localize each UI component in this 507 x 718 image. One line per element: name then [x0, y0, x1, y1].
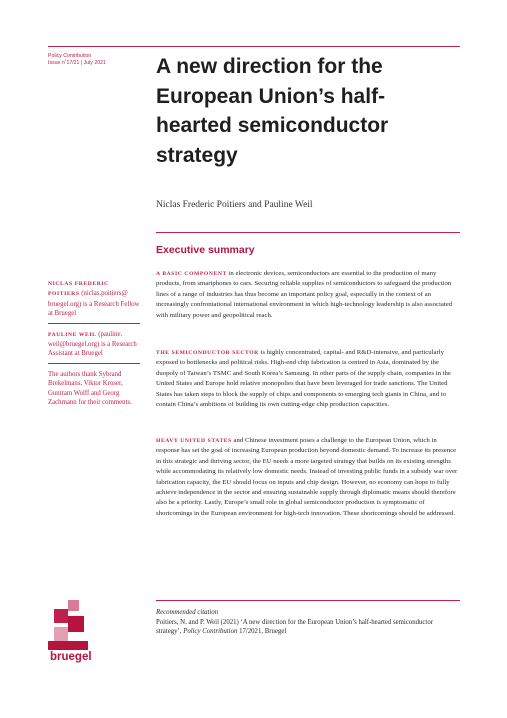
section-rule — [156, 232, 460, 233]
paragraph-text: in electronic devices, semiconductors are essential to the production of many products, from smartphones to cars. Securing reliable supplies of semiconductors to safeguard the production lines of a range of industries has thus become an important policy goal, especially in the context of an increasingly confrontational international environment in which high-technology leadership is also associated with military power and geopolitical reach. — [156, 270, 453, 319]
paragraph-lead: A BASIC COMPONENT — [156, 271, 227, 277]
citation-text — [156, 618, 458, 637]
citation-tail: 17/2021, Bruegel — [237, 628, 287, 636]
bruegel-logo-text: bruegel — [50, 651, 92, 663]
summary-paragraph — [156, 269, 458, 321]
paragraph-lead: THE SEMICONDUCTOR SECTOR — [156, 350, 259, 356]
sidebar-author-name: NICLAS FREDERIC POITIERS — [48, 281, 109, 298]
top-rule — [48, 46, 460, 47]
paragraph-text: and Chinese investment poses a challenge to the European Union, which in response has set the goal of increasing European production beyond domestic demand. To increase its presence in this strategic and thriving sector, the EU needs a more targeted strategy that builds on its existing strengths while accommodating its relatively low domestic needs. Instead of investing public funds in a subsidy war over fabrication capacity, the EU should focus on inputs and chip design. However, no economy can hope to fully achieve independence in the sector and ensuring sustainable supply through diplomatic means should therefore also be a priority. Lastly, Europe’s small role in global semiconductor production is symptomatic of shortcomings in the European environment for high-tech innovation. These shortcomings should be addressed. — [156, 437, 458, 517]
citation-series: Policy Contribution — [183, 628, 238, 636]
authors-line: Niclas Frederic Poitiers and Pauline Weil — [156, 200, 313, 210]
page-title: A new direction for the European Union’s half-hearted semiconductor strategy — [156, 55, 389, 167]
citation-label: Recommended citation — [156, 609, 219, 616]
summary-paragraph — [156, 436, 458, 519]
acknowledgements-text: The authors thank Sybrand Brekelmans, Viktor Kroser, Guntram Wolff and Georg Zachmann for their comments. — [48, 370, 132, 407]
summary-paragraph — [156, 348, 458, 410]
issue-label: Issue n˚17/21 | July 2021 — [48, 60, 106, 66]
author-sidebar — [48, 279, 140, 417]
footer-rule — [156, 600, 460, 601]
paragraph-text: is highly concentrated, capital- and R&D-intensive, and particularly exposed to bottlenecks and political risks. High-end chip fabrication is centred in Asia, dominated by the duopoly of Taiwan’s TSMC and South Korea’s Samsung. In other parts of the supply chain, companies in the United States and Europe hold relative monopolies that have been leveraged for trade sanctions. The United States has taken steps to block the supply of chips and components to emerging tech giants in China, and to contain China’s ambitions of building its own cutting-edge chip production capacities. — [156, 349, 451, 409]
executive-summary-heading: Executive summary — [156, 244, 255, 256]
recommended-citation — [156, 608, 458, 637]
citation-body: Poitiers, N. and P. Weil (2021) ‘A new direction for the European Union’s half-hearted semiconductor strategy’, — [156, 618, 433, 636]
sidebar-author-bio: (niclas.poitiers@ bruegel.org) is a Research Fellow at Bruegel — [48, 290, 140, 318]
bruegel-logo-icon — [48, 600, 98, 650]
sidebar-entry-acknowledgements — [48, 370, 140, 412]
paragraph-lead: HEAVY UNITED STATES — [156, 438, 232, 444]
sidebar-author-bio: (pauline. weil@bruegel.org) is a Research Assistant at Bruegel — [48, 330, 137, 358]
sidebar-entry-weil — [48, 330, 140, 364]
issue-meta — [48, 53, 143, 67]
series-label: Policy Contribution — [48, 53, 92, 59]
sidebar-entry-poitiers — [48, 279, 140, 324]
sidebar-author-name: PAULINE WEIL — [48, 331, 97, 338]
